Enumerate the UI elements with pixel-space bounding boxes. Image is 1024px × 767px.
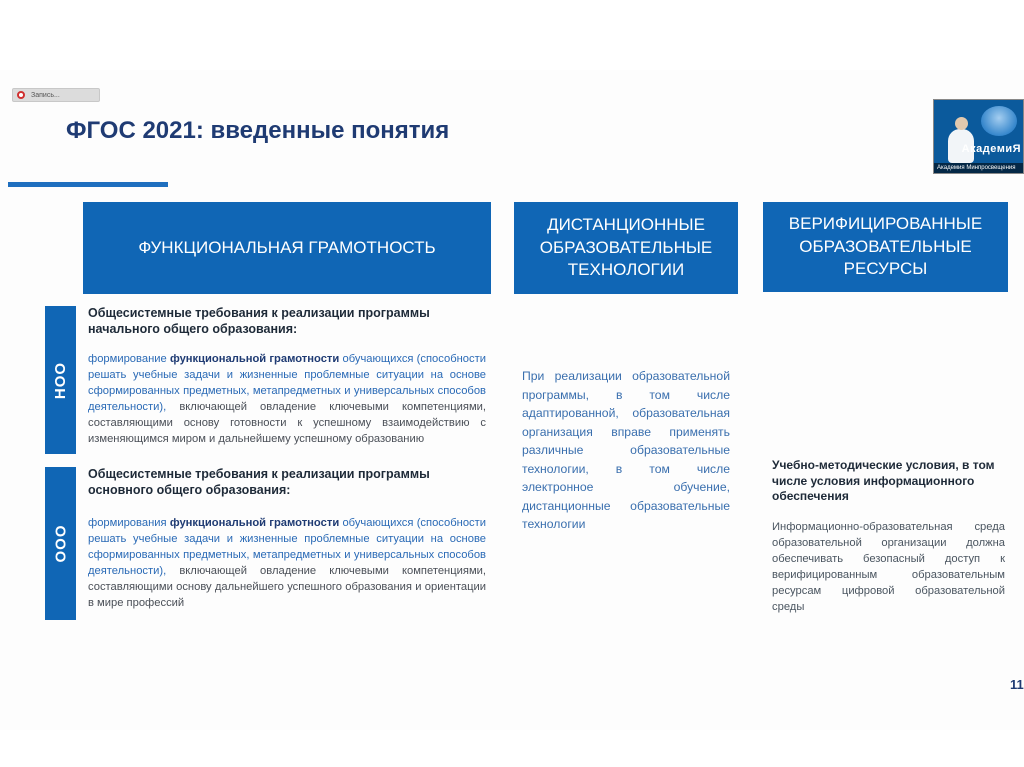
recording-label: Запись... [31, 91, 60, 99]
noo-block [88, 305, 486, 447]
tab-noo [45, 306, 76, 454]
tab-noo-label: НОО [52, 361, 70, 399]
noo-highlight: функциональной грамотности [169, 352, 340, 365]
noo-heading: Общесистемные требования к реализации программы начального общего образования: [88, 306, 430, 337]
record-icon [17, 91, 25, 99]
tab-ooo-label: ООО [52, 524, 70, 563]
webcam-brand: АкадемиЯ [961, 143, 1021, 155]
header-functional-literacy: ФУНКЦИОНАЛЬНАЯ ГРАМОТНОСТЬ [83, 202, 491, 294]
ooo-text-after: включающей овладение ключевыми компетенциями, составляющими основу дальнейшего успешного образования и ориентации в мире профессий [88, 564, 486, 609]
distance-text: При реализации образовательной программы, в том числе адаптированной, образовательная организация вправе применять различные образовательные технологии, в том числе электронное обучение, дистанционные образовательные технологии [522, 369, 730, 532]
ooo-text-blue: обучающихся (способности решать учебные задачи и жизненные проблемные ситуации на основе сформированных предметных, метапредметных и универсальных способов деятельности), [88, 516, 487, 577]
webcam-caption: Академия Минпросвещения [934, 163, 1023, 173]
noo-text-after: включающей овладение ключевыми компетенциями, составляющими основу готовности к успешному взаимодействию с изменяющимся миром и дальнейшему успешному образованию [88, 400, 486, 445]
noo-text [88, 351, 486, 447]
resources-block [772, 458, 1005, 615]
header-verified-resources: ВЕРИФИЦИРОВАННЫЕ ОБРАЗОВАТЕЛЬНЫЕ РЕСУРСЫ [763, 202, 1008, 292]
header-distance-technologies: ДИСТАНЦИОННЫЕ ОБРАЗОВАТЕЛЬНЫЕ ТЕХНОЛОГИИ [514, 202, 738, 294]
ooo-highlight: функциональной грамотности [169, 516, 340, 529]
page-number: 11 [1010, 677, 1024, 692]
ooo-block [88, 466, 486, 611]
noo-text-blue: обучающихся (способности решать учебные задачи и жизненные проблемные ситуации на основе сформированных предметных, метапредметных и универсальных способов деятельности), [88, 352, 486, 413]
resources-text: Информационно-образовательная среда образовательной организации должна обеспечивать безопасный доступ к верифицированным образовательным ресурсам цифровой образовательной среды [772, 520, 1005, 613]
recording-indicator[interactable] [12, 88, 100, 102]
emblem-icon [981, 106, 1017, 136]
webcam-thumbnail[interactable] [933, 99, 1024, 174]
resources-heading: Учебно-методические условия, в том числе условия информационного обеспечения [772, 458, 995, 504]
ooo-text-before: формирования [88, 516, 167, 529]
tab-ooo [45, 467, 76, 620]
slide-title: ФГОС 2021: введенные понятия [66, 117, 450, 144]
ooo-heading: Общесистемные требования к реализации программы основного общего образования: [88, 467, 430, 498]
title-underline [8, 182, 168, 187]
noo-text-before: формирование [88, 352, 167, 365]
ooo-text [88, 515, 486, 611]
